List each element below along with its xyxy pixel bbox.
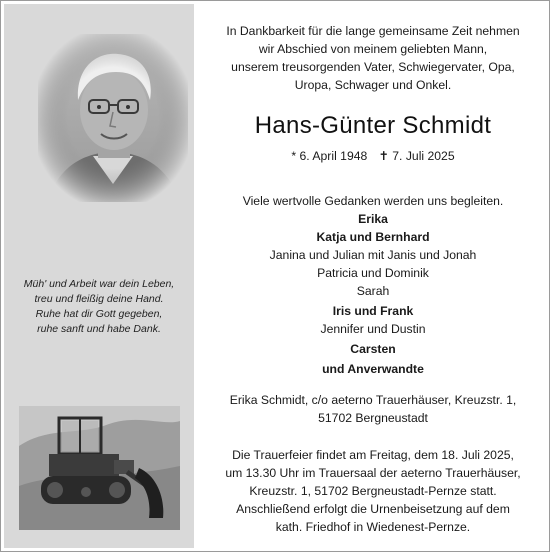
intro-line: wir Abschied von meinem geliebten Mann, xyxy=(258,42,488,56)
poem-line: treu und fleißig deine Hand. xyxy=(34,293,164,305)
intro-line: In Dankbarkeit für die lange gemeinsame Zeit nehmen xyxy=(226,24,520,38)
right-column xyxy=(198,4,548,548)
funeral-line: Anschließend erfolgt die Urnenbeisetzung auf dem xyxy=(236,502,510,516)
mourner-name: Patricia und Dominik xyxy=(317,266,429,280)
funeral-details xyxy=(198,446,548,536)
mourner-name: Carsten xyxy=(350,342,396,356)
poem-line: ruhe sanft und habe Dank. xyxy=(37,323,161,335)
mourner-name: Katja und Bernhard xyxy=(316,230,430,244)
contact-address xyxy=(198,391,548,427)
portrait-photo xyxy=(38,34,188,202)
birth-date: * 6. April 1948 xyxy=(291,149,368,163)
poem-line: Ruhe hat dir Gott gegeben, xyxy=(35,308,163,320)
funeral-line: kath. Friedhof in Wiedenest-Pernze. xyxy=(275,520,471,534)
mourner-name: Jennifer und Dustin xyxy=(320,322,426,336)
death-date: ✝ 7. Juli 2025 xyxy=(378,149,455,163)
address-line: Erika Schmidt, c/o aeterno Trauerhäuser, Kreuzstr. 1, xyxy=(229,393,517,407)
funeral-line: um 13.30 Uhr im Trauersaal der aeterno Trauerhäuser, xyxy=(225,466,521,480)
mourner-name: Janina und Julian mit Janis und Jonah xyxy=(269,248,477,262)
mourner-name: Iris und Frank xyxy=(332,304,414,318)
bulldozer-icon xyxy=(19,406,180,530)
poem xyxy=(12,277,186,337)
portrait-icon xyxy=(38,34,188,202)
intro-line: Uropa, Schwager und Onkel. xyxy=(294,78,452,92)
bulldozer-photo xyxy=(19,406,180,530)
mourner-name: und Anverwandte xyxy=(322,362,424,376)
left-column xyxy=(4,4,194,548)
mourner-name: Sarah xyxy=(356,284,390,298)
poem-line: Müh' und Arbeit war dein Leben, xyxy=(23,278,175,290)
deceased-name: Hans-Günter Schmidt xyxy=(254,112,492,139)
intro-text xyxy=(198,22,548,94)
mourners-lead: Viele wertvolle Gedanken werden uns begleiten. xyxy=(242,194,504,208)
funeral-line: Die Trauerfeier findet am Freitag, dem 18. Juli 2025, xyxy=(232,448,514,462)
funeral-line: Kreuzstr. 1, 51702 Bergneustadt-Pernze statt. xyxy=(249,484,497,498)
mourner-name: Erika xyxy=(358,212,388,226)
life-dates xyxy=(198,149,548,163)
address-line: 51702 Bergneustadt xyxy=(318,411,428,425)
intro-line: unserem treusorgenden Vater, Schwiegervater, Opa, xyxy=(231,60,515,74)
mourners-list xyxy=(198,192,548,378)
